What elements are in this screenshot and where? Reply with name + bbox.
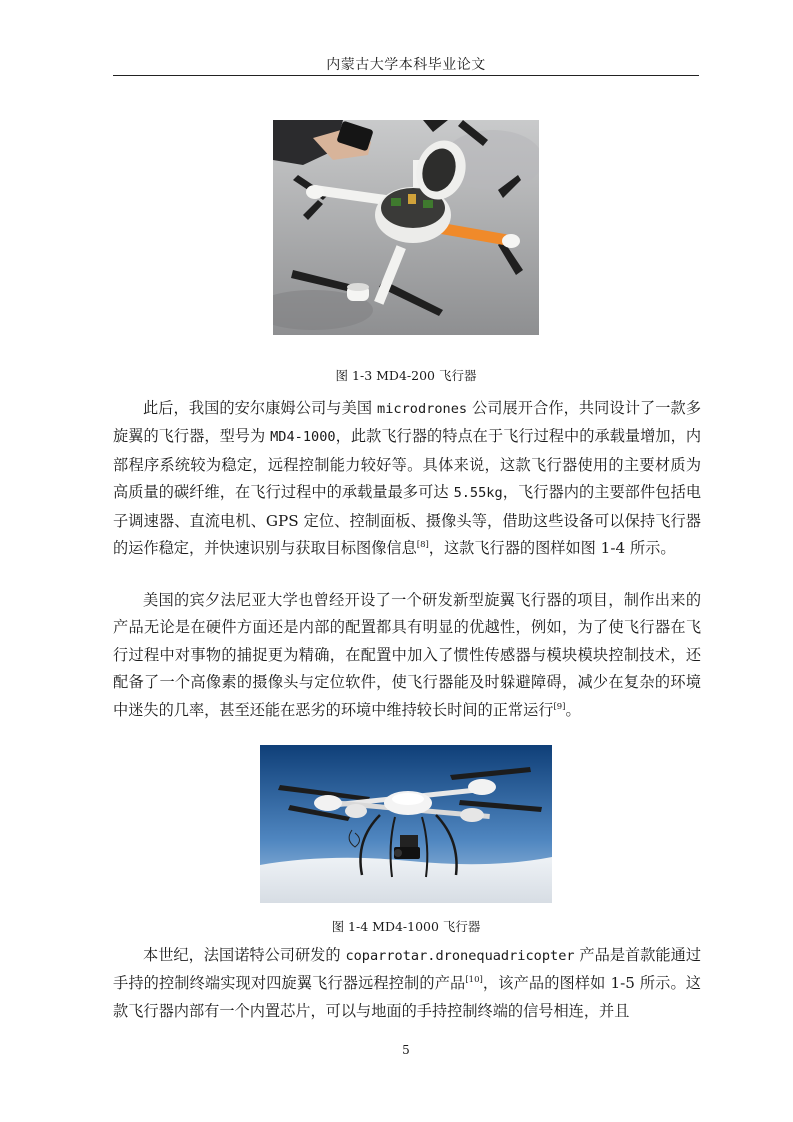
- paragraph-2: 美国的宾夕法尼亚大学也曾经开设了一个研发新型旋翼飞行器的项目，制作出来的产品无论是在硬件方面还是内部的配置都具有明显的优越性，例如，为了使飞行器在飞行过程中对事物的捕捉更为精确，在配置中加入了惯性传感器与模块模块控制技术，还配备了一个高像素的摄像头与定位软件，使飞行器能及时躲避障碍，减少在复杂的环境中迷失的几率，甚至还能在恶劣的环境中维持较长时间的正常运行[9]。: [113, 591, 701, 719]
- md4-1000-illustration: [260, 745, 552, 903]
- paragraph-3: 本世纪，法国诺特公司研发的 coparrotar.dronequadricopter 产品是首款能通过手持的控制终端实现对四旋翼飞行器远程控制的产品[10]，该产品的图样如 1-5 所示。这款飞行器内部有一个内置芯片，可以与地面的手持控制终端的信号相连，并且: [113, 946, 702, 1020]
- figure-1-4-caption: 图 1-4 MD4-1000 飞行器: [331, 919, 481, 934]
- citation-10: [10]: [465, 975, 483, 986]
- paragraph-1: 此后，我国的安尔康姆公司与美国 microdrones 公司展开合作，共同设计了一款多旋翼的飞行器，型号为 MD4-1000，此款飞行器的特点在于飞行过程中的承载量增加，内部程序系统较为稳定，远程控制能力较好等。具体来说，这款飞行器使用的主要材质为高质量的碳纤维，在飞行过程中的承载量最多可达 5.55kg，飞行器内的主要部件包括电子调速器、直流电机、GPS 定位、控制面板、摄像头等，借助这些设备可以保持飞行器的运作稳定，并快速识别与获取目标图像信息[8]，这款飞行器的图样如图 1-4 所示。: [113, 399, 702, 558]
- citation-8: [8]: [416, 540, 429, 551]
- citation-9: [9]: [553, 701, 566, 712]
- figure-md4-1000-photo: [260, 745, 552, 903]
- page-number: 5: [402, 1043, 410, 1057]
- figure-1-3-caption: 图 1-3 MD4-200 飞行器: [335, 368, 477, 383]
- md4-200-illustration: [273, 120, 539, 335]
- running-header: 内蒙古大学本科毕业论文: [326, 57, 486, 73]
- figure-md4-200-photo: [273, 120, 539, 335]
- header-rule: [113, 75, 699, 76]
